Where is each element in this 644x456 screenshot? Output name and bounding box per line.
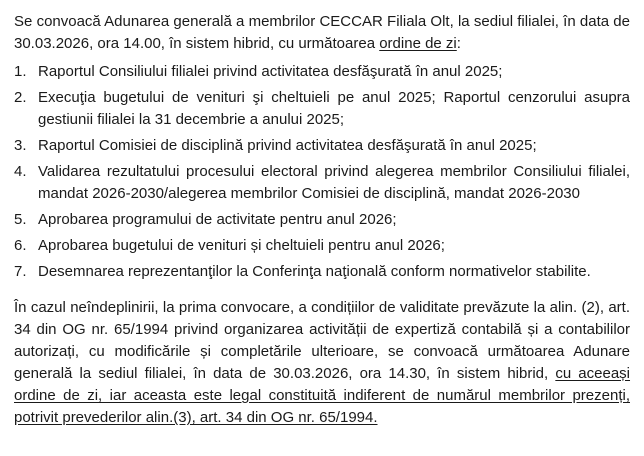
item-text: Desemnarea reprezentanţilor la Conferinţa naţională conform normativelor stabilite.: [38, 263, 591, 280]
closing-text-before: În cazul neîndeplinirii, la prima convocare, a condițiilor de validitate prevăzute la alin. (2), art. 34 din OG nr. 65/1994 privind organizarea activității de expertiză contabilă și a contabililor autorizați, cu modificările și completările ulterioare, se convoacă următoarea Adunare generală la sediul filialei, în data de 30.03.2026, ora 14.30, în sistem hibrid,: [14, 299, 630, 382]
closing-paragraph: [14, 297, 630, 429]
item-number: 2.: [14, 89, 27, 106]
item-text: Validarea rezultatului procesului electoral privind alegerea membrilor Consiliului filialei, mandat 2026-2030/alegerea membrilor Comisiei de disciplină, mandat 2026-2030: [38, 163, 630, 202]
agenda-item-5: [14, 209, 630, 231]
item-number: 5.: [14, 211, 27, 228]
item-text: Raportul Comisiei de disciplină privind activitatea desfăşurată în anul 2025;: [38, 137, 537, 154]
item-text: Raportul Consiliului filialei privind activitatea desfăşurată în anul 2025;: [38, 63, 503, 80]
closing-underlined-text: cu aceeași ordine de zi, iar aceasta este legal constituită indiferent de numărul membrilor prezenți, potrivit prevederilor alin.(3), art. 34 din OG nr. 65/1994.: [14, 365, 631, 426]
intro-paragraph: [14, 11, 630, 55]
agenda-item-3: [14, 135, 630, 157]
ordine-de-zi-underlined-text: ordine de zi: [379, 35, 457, 52]
intro-text-before: Se convoacă Adunarea generală a membrilor CECCAR Filiala Olt, la sediul filialei, în data de 30.03.2026, ora 14.00, în sistem hibrid, cu următoarea: [14, 13, 630, 52]
agenda-item-2: [14, 87, 630, 131]
agenda-item-4: [14, 161, 630, 205]
agenda-item-1: [14, 61, 630, 83]
item-text: Execuţia bugetului de venituri şi cheltuieli pe anul 2025; Raportul cenzorului asupra gestiunii filialei la 31 decembrie a anului 2025;: [38, 89, 630, 128]
item-number: 4.: [14, 163, 27, 180]
item-number: 3.: [14, 137, 27, 154]
agenda-list: [14, 61, 630, 283]
item-text: Aprobarea programului de activitate pentru anul 2026;: [38, 211, 397, 228]
item-text: Aprobarea bugetului de venituri și cheltuieli pentru anul 2026;: [38, 237, 445, 254]
intro-text-after: :: [456, 35, 461, 52]
agenda-item-7: [14, 261, 630, 283]
item-number: 7.: [14, 263, 27, 280]
item-number: 6.: [14, 237, 27, 254]
item-number: 1.: [14, 63, 27, 80]
agenda-item-6: [14, 235, 630, 257]
